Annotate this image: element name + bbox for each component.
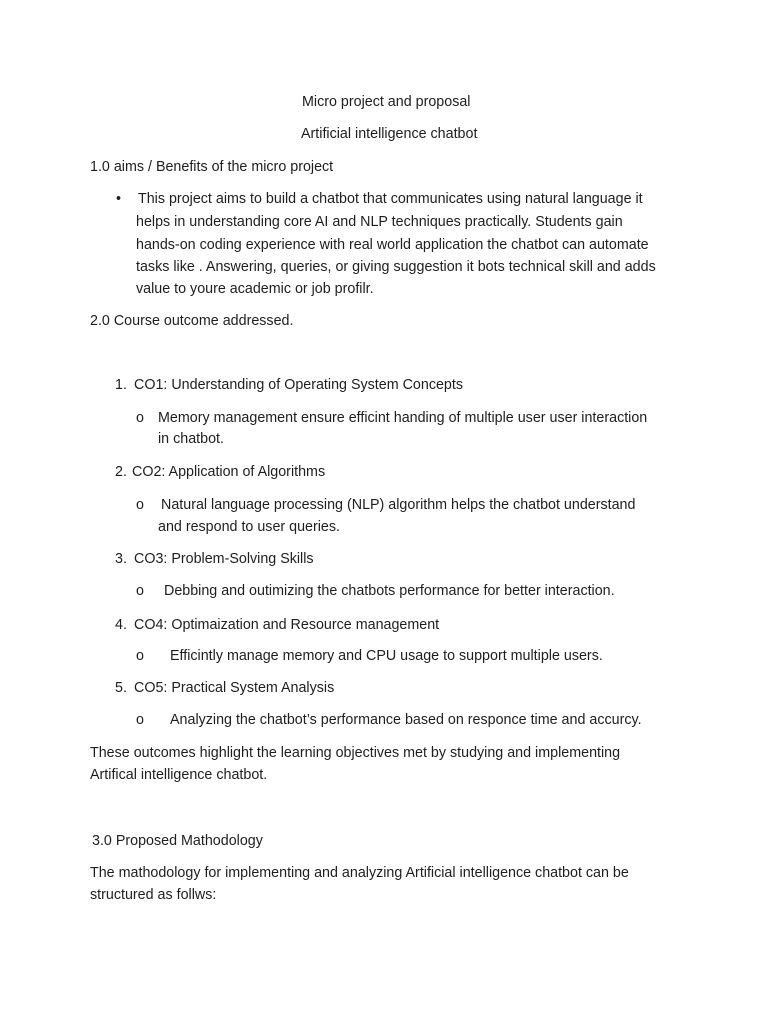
outcome-number: 5. xyxy=(115,680,127,696)
section-3-text-line: The mathodology for implementing and analyzing Artificial intelligence chatbot can be xyxy=(90,865,629,881)
outcome-number: 3. xyxy=(115,551,127,567)
document-title: Micro project and proposal xyxy=(302,94,471,110)
outcome-label: CO3: Problem-Solving Skills xyxy=(134,551,314,567)
document-subtitle: Artificial intelligence chatbot xyxy=(301,126,478,142)
outcome-detail: Analyzing the chatbot’s performance based on responce time and accurcy. xyxy=(170,712,642,728)
section-2-summary-line: These outcomes highlight the learning objectives met by studying and implementing xyxy=(90,745,621,761)
circle-bullet-icon: o xyxy=(136,583,144,599)
section-2-heading: 2.0 Course outcome addressed. xyxy=(90,313,294,329)
outcome-label: CO2: Application of Algorithms xyxy=(132,464,326,480)
outcome-number: 1. xyxy=(115,377,127,393)
section-1-text-line: tasks like . Answering, queries, or giving suggestion it bots technical skill and adds xyxy=(136,259,656,275)
circle-bullet-icon: o xyxy=(136,497,144,513)
section-1-text-line: hands-on coding experience with real world application the chatbot can automate xyxy=(136,237,649,253)
outcome-detail: Natural language processing (NLP) algorithm helps the chatbot understand xyxy=(161,497,636,513)
outcome-detail: Memory management ensure efficint handing of multiple user user interaction xyxy=(158,410,648,426)
section-1-text-line: This project aims to build a chatbot that communicates using natural language it xyxy=(138,191,643,207)
circle-bullet-icon: o xyxy=(136,712,144,728)
section-2-summary-line: Artifical intelligence chatbot. xyxy=(90,767,268,783)
circle-bullet-icon: o xyxy=(136,648,144,664)
outcome-label: CO4: Optimaization and Resource management xyxy=(134,617,440,633)
section-1-text-line: helps in understanding core AI and NLP techniques practically. Students gain xyxy=(136,214,623,230)
outcome-detail: in chatbot. xyxy=(158,431,224,447)
section-3-heading: 3.0 Proposed Mathodology xyxy=(92,833,263,849)
section-1-text-line: value to youre academic or job profilr. xyxy=(136,281,374,297)
outcome-label: CO5: Practical System Analysis xyxy=(134,680,335,696)
outcome-number: 4. xyxy=(115,617,127,633)
section-1-heading: 1.0 aims / Benefits of the micro project xyxy=(90,159,334,175)
outcome-detail: Efficintly manage memory and CPU usage to support multiple users. xyxy=(170,648,603,664)
bullet-icon: • xyxy=(116,191,122,207)
outcome-number: 2. xyxy=(115,464,127,480)
outcome-detail: Debbing and outimizing the chatbots performance for better interaction. xyxy=(164,583,615,599)
circle-bullet-icon: o xyxy=(136,410,144,426)
section-3-text-line: structured as follws: xyxy=(90,887,217,903)
outcome-label: CO1: Understanding of Operating System Concepts xyxy=(134,377,463,393)
outcome-detail: and respond to user queries. xyxy=(158,519,341,535)
